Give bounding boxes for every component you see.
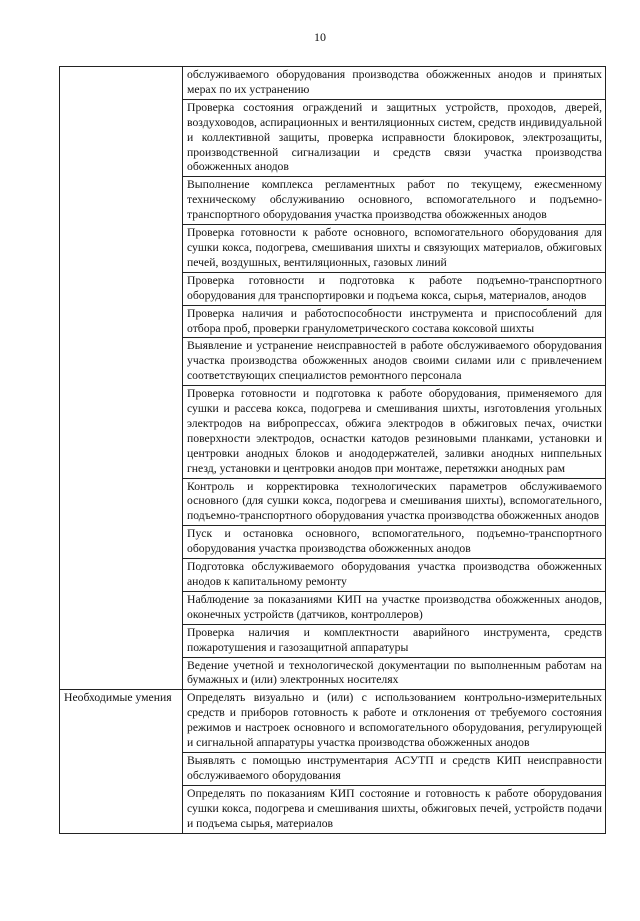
table-row (60, 67, 606, 100)
table-cell: Определять визуально и (или) с использованием контрольно-измерительных средств и приборов готовность к работе и отклонения от требуемого состояния режимов и настроек основного и вспомогательного оборудования, регулирующей и сигнальной аппаратуры участка производства обожженных анодов (183, 690, 606, 753)
table-cell: Контроль и корректировка технологических параметров обслуживаемого основного (для сушки кокса, подогрева и смешивания шихты), вспомогательного, подъемно-транспортного оборудования участка производства обожженных анодов (183, 478, 606, 526)
table-cell: Проверка наличия и комплектности аварийного инструмента, средств пожаротушения и газозащитной аппаратуры (183, 624, 606, 657)
table-cell: Ведение учетной и технологической документации по выполненным работам на бумажных и (или) электронных носителях (183, 657, 606, 690)
section-label-required-skills: Необходимые умения (60, 690, 183, 833)
table-cell: Выявлять с помощью инструментария АСУТП и средств КИП неисправности обслуживаемого оборудования (183, 752, 606, 785)
table-cell: Пуск и остановка основного, вспомогательного, подъемно-транспортного оборудования участка производства обожженных анодов (183, 526, 606, 559)
requirements-table (59, 66, 606, 834)
table-cell: Проверка готовности и подготовка к работе оборудования, применяемого для сушки и рассева кокса, подогрева и смешивания шихты, изготовления угольных электродов на вибропрессах, обжига электродов в обжиговых печах, очистки поверхности электродов, оснастки катодов резиновыми планками, установки и центровки анодных блоков и анододержателей, заливки анодных ниппельных гнезд, установки и центровки анодов при монтаже, перетяжки анодных рам (183, 386, 606, 478)
table-cell: Подготовка обслуживаемого оборудования участка производства обожженных анодов к капитальному ремонту (183, 559, 606, 592)
table-cell: обслуживаемого оборудования производства обожженных анодов и принятых мерах по их устранению (183, 67, 606, 100)
table-row (60, 690, 606, 753)
table-cell: Проверка наличия и работоспособности инструмента и приспособлений для отбора проб, проверки гранулометрического состава коксовой шихты (183, 305, 606, 338)
table-cell: Проверка готовности и подготовка к работе подъемно-транспортного оборудования для транспортировки и подъема кокса, сырья, материалов, анодов (183, 272, 606, 305)
table-cell: Наблюдение за показаниями КИП на участке производства обожженных анодов, оконечных устройств (датчиков, контроллеров) (183, 591, 606, 624)
table-cell: Выполнение комплекса регламентных работ по текущему, ежесменному техническому обслуживанию основного, вспомогательного и подъемно-транспортного оборудования участка производства обожженных анодов (183, 177, 606, 225)
table-cell: Проверка состояния ограждений и защитных устройств, проходов, дверей, воздуховодов, аспирационных и вентиляционных систем, средств индивидуальной и коллективной защиты, проверка исправности блокировок, электрозащиты, производственной сигнализации и средств связи участка производства обожженных анодов (183, 99, 606, 177)
section-label-labor-actions (60, 67, 183, 690)
table-cell: Проверка готовности к работе основного, вспомогательного оборудования для сушки кокса, подогрева, смешивания шихты и связующих материалов, обжиговых печей, воздушных, вентиляционных, газовых линий (183, 225, 606, 273)
table-cell: Определять по показаниям КИП состояние и готовность к работе оборудования сушки кокса, подогрева и смешивания шихты, обжиговых печей, устройств подачи и подъема сырья, материалов (183, 785, 606, 833)
table-cell: Выявление и устранение неисправностей в работе обслуживаемого оборудования участка производства обожженных анодов своими силами или с привлечением соответствующих специалистов ремонтного персонала (183, 338, 606, 386)
page-number: 10 (314, 30, 326, 44)
